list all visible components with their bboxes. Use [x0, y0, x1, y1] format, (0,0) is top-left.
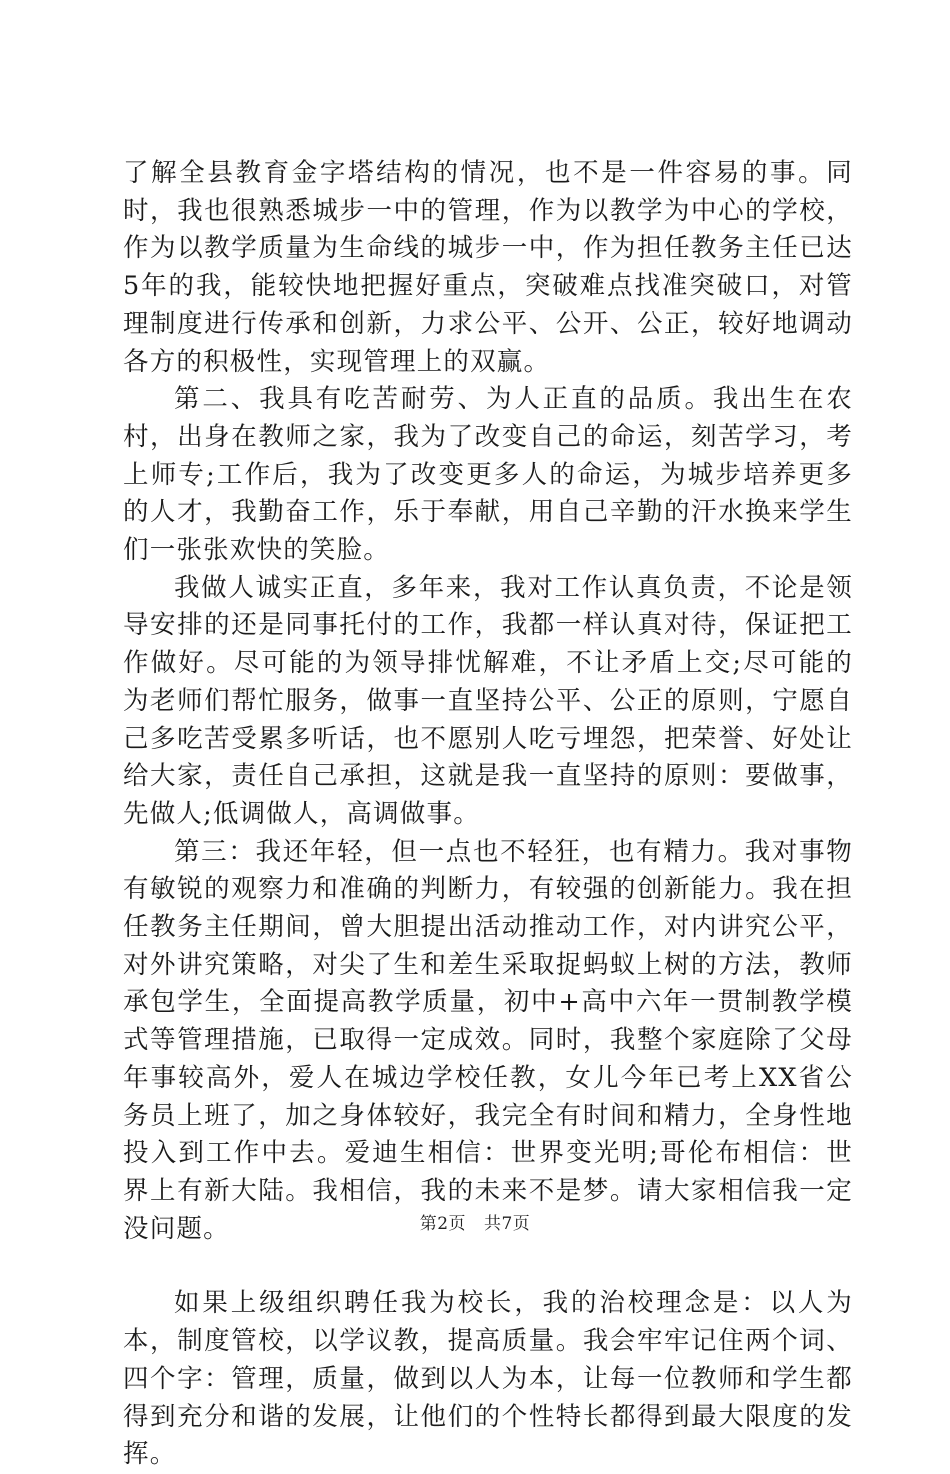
- paragraph-third-point: 第三：我还年轻，但一点也不轻狂，也有精力。我对事物有敏锐的观察力和准确的判断力，有较强的创新能力。我在担任教务主任期间，曾大胆提出活动推动工作，对内讲究公平，对外讲究策略，对尖了生和差生采取捉蚂蚁上树的方法，教师承包学生，全面提高教学质量，初中+高中六年一贯制教学模式等管理措施，已取得一定成效。同时，我整个家庭除了父母年事较高外，爱人在城边学校任教，女儿今年已考上XX省公务员上班了，加之身体较好，我完全有时间和精力，全身性地投入到工作中去。爱迪生相信：世界变光明;哥伦布相信：世界上有新大陆。我相信，我的未来不是梦。请大家相信我一定没问题。: [123, 836, 853, 1244]
- page-total: 共7页: [483, 1214, 531, 1234]
- paragraph-intro-continued: 了解全县教育金字塔结构的情况，也不是一件容易的事。同时，我也很熟悉城步一中的管理，作为以教学为中心的学校，作为以教学质量为生命线的城步一中，作为担任教务主任已达5年的我，能较快地把握好重点，突破难点找准突破口，对管理制度进行传承和创新，力求公平、公开、公正，较好地调动各方的积极性，实现管理上的双赢。: [123, 158, 853, 377]
- page-number: 第2页: [419, 1214, 467, 1234]
- paragraph-management-philosophy: 如果上级组织聘任我为校长，我的治校理念是：以人为本，制度管校，以学议教，提高质量。我会牢牢记住两个词、四个字：管理，质量，做到以人为本，让每一位教师和学生都得到充分和谐的发展，让他们的个性特长都得到最大限度的发挥。: [123, 1288, 853, 1470]
- paragraph-second-point: 第二、我具有吃苦耐劳、为人正直的品质。我出生在农村，出身在教师之家，我为了改变自己的命运，刻苦学习，考上师专;工作后，我为了改变更多人的命运，为城步培养更多的人才，我勤奋工作，乐于奉献，用自己辛勤的汗水换来学生们一张张欢快的笑脸。: [123, 384, 853, 566]
- document-body: [123, 155, 853, 1474]
- page-footer: [0, 1213, 950, 1235]
- paragraph-integrity: 我做人诚实正直，多年来，我对工作认真负责，不论是领导安排的还是同事托付的工作，我都一样认真对待，保证把工作做好。尽可能的为领导排忧解难，不让矛盾上交;尽可能的为老师们帮忙服务，做事一直坚持公平、公正的原则，宁愿自己多吃苦受累多听话，也不愿别人吃亏埋怨，把荣誉、好处让给大家，责任自己承担，这就是我一直坚持的原则：要做事，先做人;低调做人，高调做事。: [123, 572, 853, 829]
